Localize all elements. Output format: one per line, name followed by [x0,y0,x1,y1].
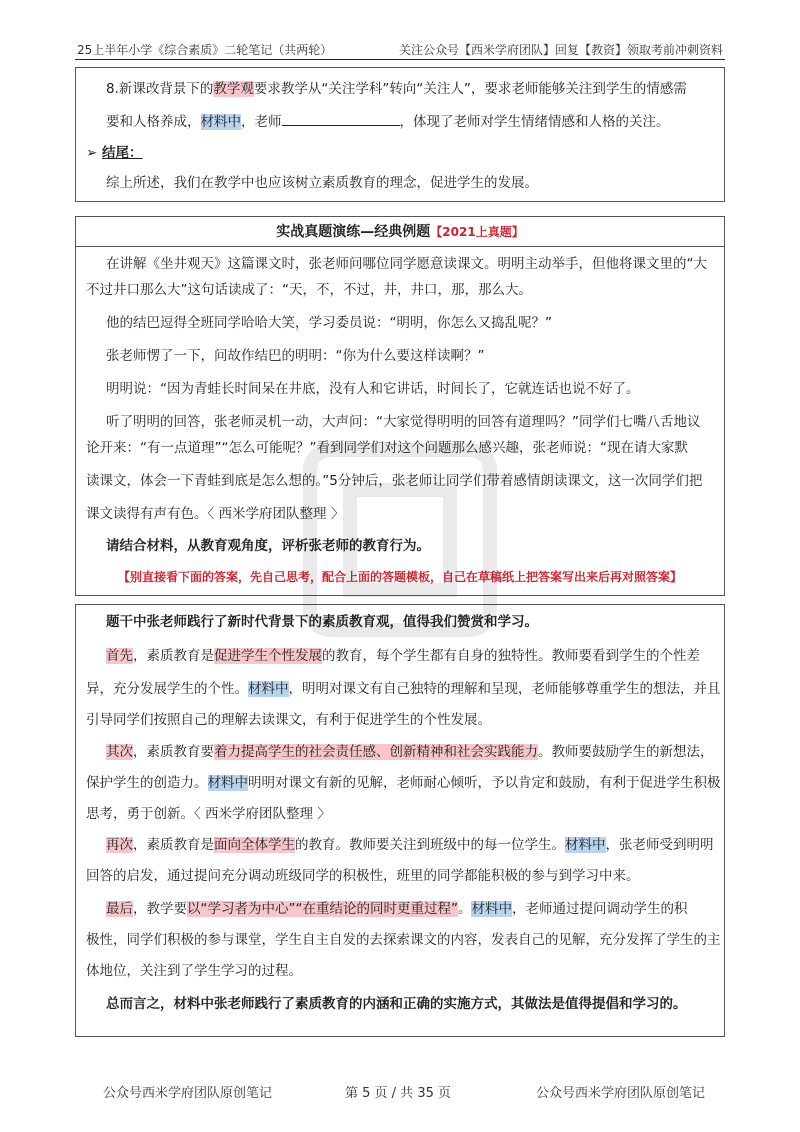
answer-p2-line-2 [86,774,721,792]
header-left-title: 25上半年小学《综合素质》二轮笔记（共两轮） [77,43,333,57]
highlight-teaching-view: 教学观 [213,81,254,97]
ordinal-second: 其次 [106,744,133,760]
text-span: ，明明对课文有自己独特的理解和呈现，老师能够尊重学生的想法，并且 [288,681,721,697]
header-right-notice: 关注公众号【西米学府团队】回复【教资】领取考前冲刺资料 [398,43,723,57]
text-span: ，素质教育是 [133,837,214,853]
text-span: 保护学生的创造力。 [86,775,208,791]
passage-line: 论开来：“有一点道理”“怎么可能呢？”看到同学们对这个问题那么感兴趣，张老师说：“现在请大家默 [86,440,688,456]
answer-p3-line-1 [106,836,714,854]
page-number: 第 5 页 / 共 35 页 [345,1086,451,1101]
highlight-social-responsibility: 着力提高学生的社会责任感、创新精神和社会实践能力 [214,744,538,760]
text-span: 异，充分发展学生的个性。 [86,681,248,697]
footer-right: 公众号西米学府团队原创笔记 [535,1086,705,1101]
highlight-individuality: 促进学生个性发展 [214,648,322,664]
page-header [75,38,725,60]
answer-box [75,604,725,1037]
passage-line: 听了明明的回答，张老师灵机一动，大声问：“大家觉得明明的回答有道理吗？”同学们七嘴八舌地议 [106,414,701,430]
material-tag: 材料中 [207,775,248,791]
passage-line: 明明说：“因为青蛙长时间呆在井底，没有人和它讲话，时间长了，它就连话也说不好了。 [106,381,640,397]
text-span: 。 [457,901,472,917]
answer-p1-line-1 [106,647,700,665]
ordinal-first: 首先 [106,648,133,664]
answer-p1-line-2 [86,680,721,698]
ordinal-third: 再次 [106,837,133,853]
text-span: 要求教学从“关注学科”转向“关注人”，要求老师能够关注到学生的情感需 [253,81,687,97]
answer-intro: 题干中张老师践行了新时代背景下的素质教育观，值得我们赞赏和学习。 [106,614,538,630]
passage-line: 张老师愣了一下，问故作结巴的明明：“你为什么要这样读啊？” [106,348,485,364]
text-span: ，老师 [241,114,282,130]
notes-box [75,67,725,202]
question-text: 请结合材料，从教育观角度，评析张老师的教育行为。 [106,538,430,554]
ending-text: 综上所述，我们在教学中也应该树立素质教育的理念，促进学生的发展。 [106,175,538,191]
text-span: ，素质教育要 [133,744,214,760]
text-span: ，老师通过提问调动学生的积 [511,901,688,917]
passage-line: 他的结巴逗得全班同学哈哈大笑，学习委员说：“明明，你怎么又捣乱呢？” [106,315,552,331]
text-span: 8.新课改背景下的 [106,81,214,97]
highlight-all-students: 面向全体学生 [214,837,295,853]
highlight-learner-centered: 以“学习者为中心”“在重结论的同时更重过程” [187,901,458,917]
answer-p1-line-3: 引导同学们按照自己的理解去读课文，有利于促进学生的个性发展。 [86,712,491,728]
answer-p3-line-2: 回答的启发，通过提问充分调动班级同学的积极性，班里的同学都能积极的参与到学习中来。 [86,868,640,884]
example-title: 实战真题演练—经典例题 [276,224,431,240]
footer-left: 公众号西米学府团队原创笔记 [103,1086,273,1101]
example-title-bar [76,217,724,247]
material-tag: 材料中 [248,681,289,697]
material-tag: 材料中 [471,901,512,917]
item-8-line-2 [106,112,670,131]
text-span: 的教育。教师要关注到班级中的每一位学生。 [295,837,565,853]
material-tag: 材料中 [565,837,606,853]
passage-line: 课文读得有声有色。〈 西米学府团队整理 〉 [86,506,345,522]
fill-in-blank [282,112,400,126]
text-span: ，张老师受到明明 [605,837,714,853]
passage-line: 在讲解《坐井观天》这篇课文时，张老师问哪位同学愿意读课文。明明主动举手，但他将课文里的“大 [106,256,707,272]
ending-heading [86,144,143,162]
answer-conclusion: 总而言之，材料中张老师践行了素质教育的内涵和正确的实施方式，其做法是值得提倡和学习的。 [106,996,687,1012]
arrow-icon: ➢ [86,145,98,161]
answer-p4-line-2: 极性，同学们积极的参与课堂，学生自主自发的去探索课文的内容，发表自己的见解，充分发挥了学生的主 [86,932,721,948]
ending-title: 结尾： [102,145,143,161]
text-span: ，素质教育是 [133,648,214,664]
ordinal-last: 最后 [106,901,133,917]
answer-p2-line-3: 思考，勇于创新。〈 西米学府团队整理 〉 [86,806,331,822]
text-span: 要和人格养成， [106,114,201,130]
item-8-line-1 [106,80,687,98]
text-span: ，教学要 [133,901,187,917]
answer-p4-line-3: 体地位，关注到了学生学习的过程。 [86,963,302,979]
exam-tag: 【2021上真题】 [430,225,524,239]
text-span: 明明对课文有新的见解，老师耐心倾听，予以肯定和鼓励，有利于促进学生积极 [248,775,721,791]
text-span: 的教育，每个学生都有自身的独特性。教师要看到学生的个性差 [322,648,700,664]
watermark-logo [300,440,500,640]
text-span: 。教师要鼓励学生的新想法， [538,744,714,760]
passage-line: 不过井口那么大”这句话读成了：“天，不，不过，井，井口，那，那么大。 [86,282,532,298]
warning-text: 【别直接看下面的答案，先自己思考，配合上面的答题模板，自己在草稿纸上把答案写出来后再对照答案】 [118,570,683,584]
material-tag: 材料中 [200,114,241,130]
text-span: ，体现了老师对学生情绪情感和人格的关注。 [399,114,670,130]
answer-p2-line-1 [106,743,714,761]
passage-line: 读课文，体会一下青蛙到底是怎么想的。”5分钟后，张老师让同学们带着感情朗读课文，这一次同学们把 [86,473,703,489]
answer-p4-line-1 [106,900,687,918]
